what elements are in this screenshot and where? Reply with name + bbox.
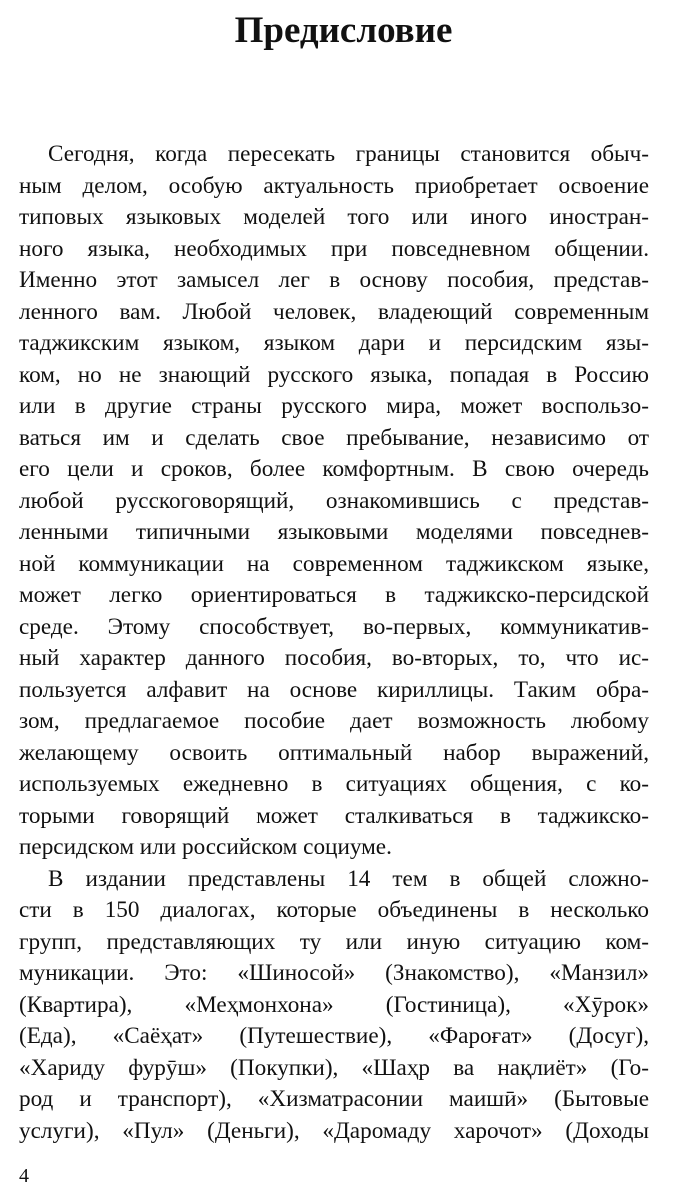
text-line: ленными типичными языковыми моделями повседнев- <box>19 519 649 545</box>
text-line: ный характер данного пособия, во-вторых, то, что ис- <box>19 645 649 671</box>
text-line: любой русскоговорящий, ознакомившись с представ- <box>19 487 649 514</box>
text-line: групп, представляющих ту или иную ситуацию ком- <box>19 928 649 955</box>
text-line: персидском или российском социуме. <box>19 834 392 860</box>
text-line: «Хариду фурӯш» (Покупки), «Шаҳр ва нақлиёт» (Го- <box>19 1054 649 1081</box>
text-line: муникации. Это: «Шиносой» (Знакомство), «Манзил» <box>19 960 649 986</box>
text-line: В издании представлены 14 тем в общей сложно- <box>48 865 649 892</box>
text-line: ваться им и сделать свое пребывание, независимо от <box>19 424 649 451</box>
text-line: (Еда), «Саёҳат» (Путешествие), «Фароғат» (Досуг), <box>19 1023 649 1049</box>
text-line: таджикским языком, языком дари и персидским язы- <box>19 330 649 356</box>
text-line: торыми говорящий может сталкиваться в таджикско- <box>19 802 649 829</box>
text-line: пользуется алфавит на основе кириллицы. Таким обра- <box>19 676 649 703</box>
page-title: Предисловие <box>234 10 453 51</box>
page-number: 4 <box>19 1165 29 1187</box>
text-line: ком, но не знающий русского языка, попадая в Россию <box>19 361 649 388</box>
text-line: род и транспорт), «Хизматрасонии маишӣ» (Бытовые <box>19 1086 649 1112</box>
text-line: услуги), «Пул» (Деньги), «Даромаду харочот» (Доходы <box>19 1117 649 1144</box>
text-line: типовых языковых моделей того или иного иностран- <box>19 204 649 230</box>
text-line: Именно этот замысел лег в основу пособия, представ- <box>19 267 649 293</box>
body-text <box>19 139 649 1147</box>
text-line: его цели и сроков, более комфортным. В свою очередь <box>19 456 649 482</box>
text-line: ного языка, необходимых при повседневном общении. <box>19 235 649 262</box>
text-line: ным делом, особую актуальность приобретает освоение <box>19 172 649 199</box>
text-line: (Квартира), «Меҳмонхона» (Гостиница), «Хӯрок» <box>19 991 649 1018</box>
text-line: или в другие страны русского мира, может воспользо- <box>19 393 649 419</box>
text-line: среде. Этому способствует, во-первых, коммуникатив- <box>19 613 649 640</box>
text-line: желающему освоить оптимальный набор выражений, <box>19 739 649 766</box>
text-line: Сегодня, когда пересекать границы становится обыч- <box>48 141 649 167</box>
text-line: ленного вам. Любой человек, владеющий современным <box>19 298 649 325</box>
text-line: зом, предлагаемое пособие дает возможность любому <box>19 708 649 734</box>
text-line: сти в 150 диалогах, которые объединены в несколько <box>19 897 649 923</box>
text-line: может легко ориентироваться в таджикско-персидской <box>19 582 649 608</box>
text-line: ной коммуникации на современном таджикском языке, <box>19 550 649 577</box>
text-line: используемых ежедневно в ситуациях общения, с ко- <box>19 771 649 797</box>
